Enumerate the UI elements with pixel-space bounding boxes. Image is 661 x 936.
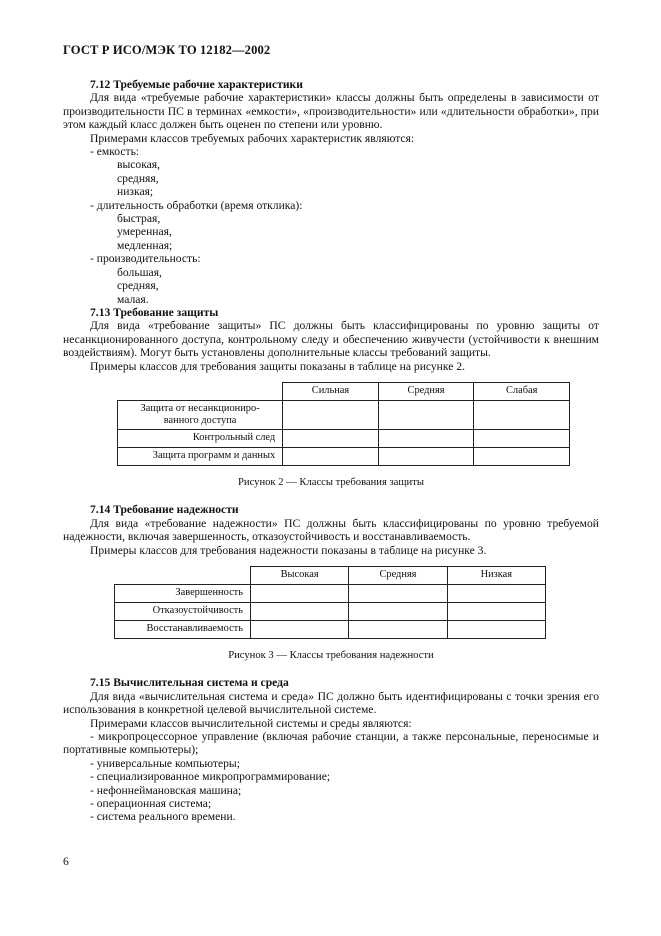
list-item: - специализированное микропрограммирование; [90,770,331,784]
table-cell [474,447,570,465]
paragraph: Для вида «требование защиты» ПС должны быть классифицированы по уровню защиты от несанкционированного доступа, контрольному следу и обеспечению живучести (устойчивости к внешним воздействиям). Могут быть установлены дополнительные классы требований защиты. [63,319,599,360]
sub-list-item: большая, [117,265,162,279]
sub-list-item: малая. [117,292,149,306]
table-cell [447,584,545,602]
row-label: Контрольный след [118,429,283,447]
column-header: Низкая [447,566,545,584]
table-cell [349,602,447,620]
sub-list-item: умеренная, [117,225,172,239]
sub-list-item: средняя, [117,171,159,185]
column-header: Средняя [378,382,474,400]
table-cell [283,400,379,429]
sub-list-item: средняя, [117,279,159,293]
row-label: Восстанавливаемость [115,620,251,638]
table-cell [474,400,570,429]
page-header: ГОСТ Р ИСО/МЭК ТО 12182—2002 [63,43,271,57]
document-body [63,78,599,824]
paragraph: Примерами классов требуемых рабочих характеристик являются: [90,131,415,145]
paragraph: Для вида «требуемые рабочие характеристики» классы должны быть определены в зависимости от производительности ПС в терминах «емкости», «производительности» или «длительности обработки», при этом каждый класс должен быть оценен по степени или уровню. [63,91,599,132]
table-cell [283,447,379,465]
section-title-7-15: 7.15 Вычислительная система и среда [90,676,289,690]
column-header: Средняя [349,566,447,584]
list-item: - емкость: [90,145,140,159]
table-cell [378,447,474,465]
table-cell [378,429,474,447]
table-cell [378,400,474,429]
sub-list-item: низкая; [117,185,154,199]
list-item: - длительность обработки (время отклика): [90,198,303,212]
figure-caption: Рисунок 3 — Классы требования надежности [228,649,434,661]
column-header: Слабая [474,382,570,400]
section-title-7-13: 7.13 Требование защиты [90,305,219,319]
table-cell [474,429,570,447]
paragraph: Примеры классов для требования надежности показаны в таблице на рисунке 3. [90,543,487,557]
table-cell [447,620,545,638]
paragraph: Примерами классов вычислительной системы и среды являются: [90,716,412,730]
table-corner [118,382,283,400]
table-cell [349,620,447,638]
column-header: Высокая [250,566,348,584]
list-item: - микропроцессорное управление (включая рабочие станции, а также персональные, переносимые и портативные компьютеры); [63,730,599,757]
row-label: Завершенность [115,584,251,602]
reliability-classes-table [114,566,546,639]
table-corner [115,566,251,584]
sub-list-item: высокая, [117,158,161,172]
paragraph: Для вида «требование надежности» ПС должны быть классифицированы по уровню требуемой надежности, включая завершенность, отказоустойчивость и восстанавливаемость. [63,516,599,544]
paragraph: Для вида «вычислительная система и среда» ПС должно быть идентифицированы с точки зрения его использования в конкретной целевой вычислительной системе. [63,689,599,717]
sub-list-item: медленная; [117,238,173,252]
figure-caption: Рисунок 2 — Классы требования защиты [238,476,424,488]
sub-list-item: быстрая, [117,212,161,226]
list-item: - система реального времени. [90,810,236,824]
table-cell [250,584,348,602]
table-cell [283,429,379,447]
row-label: Защита от несанкциониро-ванного доступа [118,400,283,429]
section-title-7-12: 7.12 Требуемые рабочие характеристики [90,78,303,91]
row-label: Отказоустойчивость [115,602,251,620]
table-cell [447,602,545,620]
section-title-7-14: 7.14 Требование надежности [90,503,239,517]
list-item: - универсальные компьютеры; [90,756,240,770]
list-item: - операционная система; [90,797,212,811]
table-cell [250,620,348,638]
paragraph: Примеры классов для требования защиты показаны в таблице на рисунке 2. [90,359,465,373]
page-number: 6 [63,855,69,868]
row-label: Защита программ и данных [118,447,283,465]
protection-classes-table [117,382,570,466]
table-cell [250,602,348,620]
list-item: - нефоннеймановская машина; [90,783,242,797]
table-cell [349,584,447,602]
list-item: - производительность: [90,252,201,266]
column-header: Сильная [283,382,379,400]
